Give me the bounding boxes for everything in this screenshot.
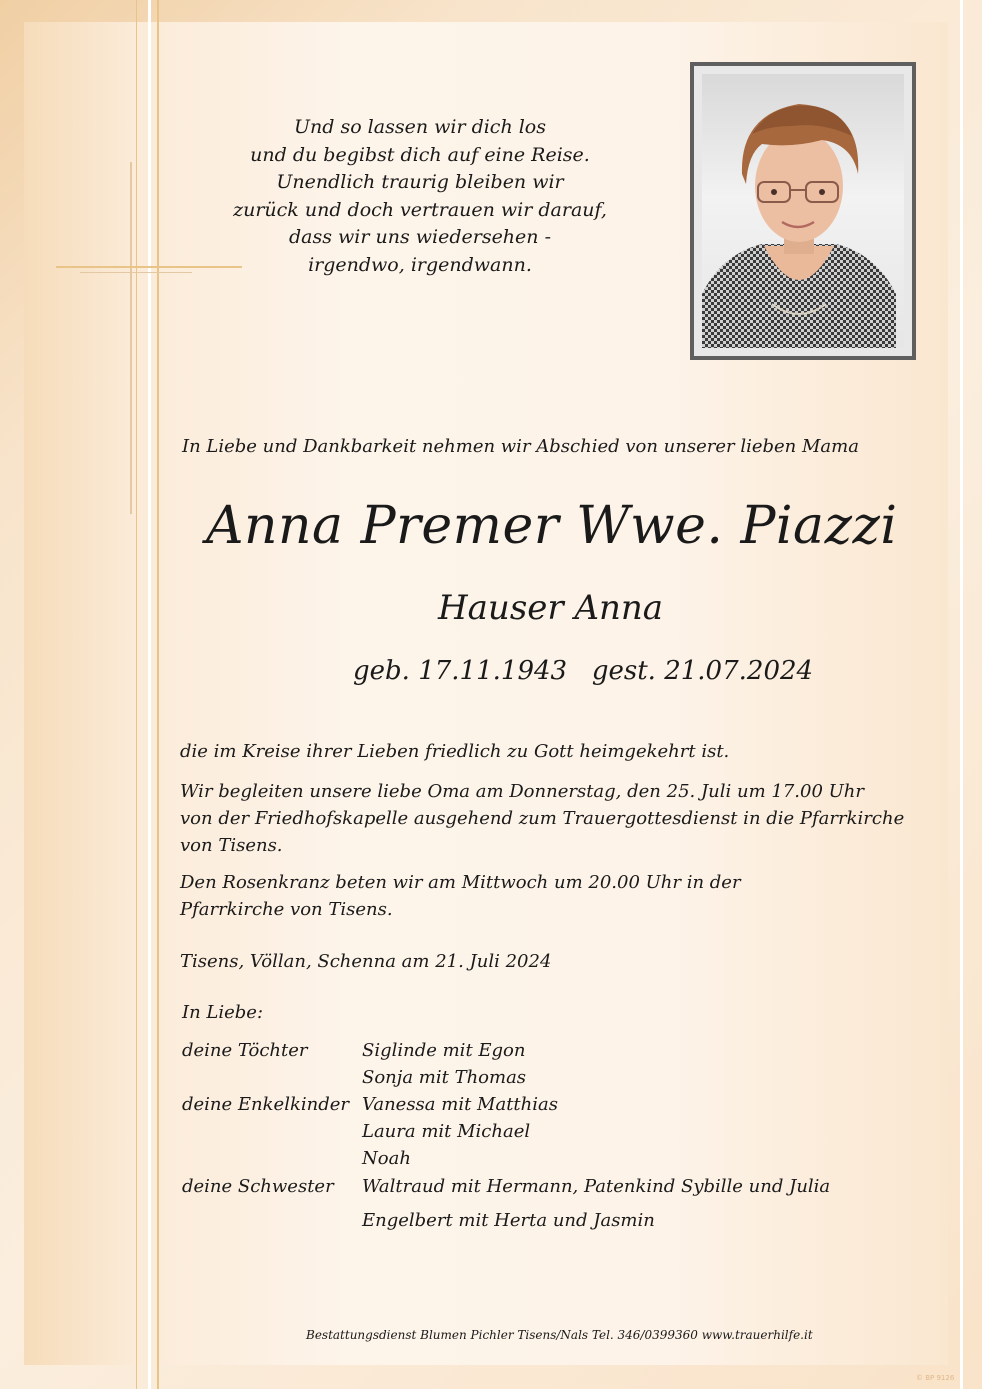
poem-line: Und so lassen wir dich los (294, 116, 546, 138)
family-relation: deine Schwester (182, 1176, 334, 1197)
family-relation: deine Töchter (182, 1040, 308, 1061)
in-love-heading: In Liebe: (182, 1002, 264, 1023)
family-member: Waltraud mit Hermann, Patenkind Sybille und Julia (362, 1176, 831, 1197)
poem-line: dass wir uns wiedersehen - (288, 226, 551, 248)
body-line: die im Kreise ihrer Lieben friedlich zu Gott heimgekehrt ist. (180, 741, 730, 762)
poem-line: und du begibst dich auf eine Reise. (250, 143, 590, 166)
body-line: von Tisens. (180, 835, 283, 856)
body-line: Pfarrkirche von Tisens. (180, 899, 393, 920)
corner-mark: © BP 9126 (916, 1374, 955, 1382)
maiden-name: Hauser Anna (438, 588, 664, 628)
portrait-illustration (702, 74, 896, 348)
body-line: von der Friedhofskapelle ausgehend zum Trauergottesdienst in die Pfarrkirche (180, 808, 905, 829)
portrait-mat (694, 66, 912, 356)
poem-line: zurück und doch vertrauen wir darauf, (233, 198, 607, 221)
family-relation: deine Enkelkinder (182, 1094, 349, 1115)
poem (230, 114, 610, 279)
right-edge-stripe (960, 0, 963, 1389)
portrait-frame (690, 62, 916, 360)
body-line: Wir begleiten unsere liebe Oma am Donnerstag, den 25. Juli um 17.00 Uhr (180, 781, 865, 802)
deceased-name: Anna Premer Wwe. Piazzi (206, 496, 898, 556)
place-date: Tisens, Völlan, Schenna am 21. Juli 2024 (180, 951, 552, 972)
family-member: Engelbert mit Herta und Jasmin (362, 1210, 655, 1231)
poem-line: irgendwo, irgendwann. (308, 253, 532, 276)
life-dates: geb. 17.11.1943 gest. 21.07.2024 (353, 656, 814, 686)
body-line: Den Rosenkranz beten wir am Mittwoch um 20.00 Uhr in der (180, 872, 741, 893)
funeral-service-footer: Bestattungsdienst Blumen Pichler Tisens/Nals Tel. 346/0399360 www.trauerhilfe.it (306, 1328, 813, 1342)
family-member: Laura mit Michael (362, 1121, 531, 1142)
family-member: Sonja mit Thomas (362, 1067, 527, 1088)
vertical-light-stripe (148, 0, 151, 1389)
family-member: Noah (362, 1148, 411, 1169)
portrait-photo (702, 74, 904, 348)
farewell-intro: In Liebe und Dankbarkeit nehmen wir Abschied von unserer lieben Mama (182, 436, 859, 457)
family-member: Vanessa mit Matthias (362, 1094, 558, 1115)
poem-line: Unendlich traurig bleiben wir (276, 171, 564, 193)
family-member: Siglinde mit Egon (362, 1040, 526, 1061)
